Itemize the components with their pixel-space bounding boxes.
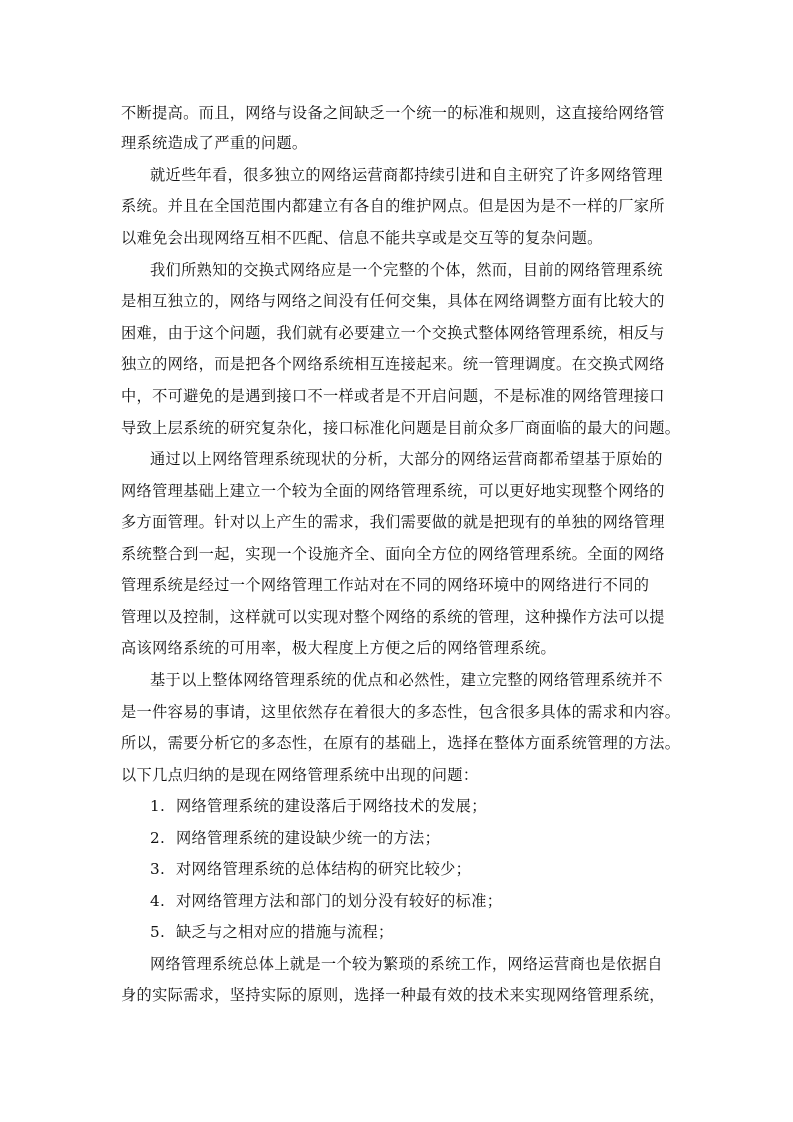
list-item — [150, 828, 440, 848]
paragraph-first-line: 网络管理系统总体上就是一个较为繁琐的系统工作，网络运营商也是依据自 — [150, 955, 663, 973]
paragraph-first-line: 基于以上整体网络管理系统的优点和必然性，建立完整的网络管理系统并不 — [150, 671, 663, 689]
paragraph-first-line: 我们所熟知的交换式网络应是一个完整的个体，然而，目前的网络管理系统 — [150, 261, 663, 279]
list-number: 1. — [150, 797, 166, 815]
text-line: 导致上层系统的研究复杂化，接口标准化问题是目前众多厂商面临的最大的问题。 — [121, 419, 681, 437]
list-number: 3. — [150, 860, 166, 878]
text-line: 系统整合到一起，实现一个设施齐全、面向全方位的网络管理系统。全面的网络 — [121, 545, 665, 563]
list-text: 对网络管理系统的总体结构的研究比较少； — [176, 860, 472, 878]
text-line: 多方面管理。针对以上产生的需求，我们需要做的就是把现有的单独的网络管理 — [121, 513, 665, 531]
text-line: 系统。并且在全国范围内都建立有各自的维护网点。但是因为是不一样的厂家所 — [121, 197, 665, 215]
text-line: 身的实际需求，坚持实际的原则，选择一种最有效的技术来实现网络管理系统， — [121, 986, 665, 1004]
paragraph-first-line: 通过以上网络管理系统现状的分析，大部分的网络运营商都希望基于原始的 — [150, 450, 663, 468]
list-number: 4. — [150, 892, 166, 910]
list-text: 网络管理系统的建设落后于网络技术的发展； — [176, 797, 487, 815]
text-line: 中，不可避免的是遇到接口不一样或者是不开启问题，不是标准的网络管理接口 — [121, 387, 665, 405]
list-text: 对网络管理方法和部门的划分没有较好的标准； — [176, 892, 503, 910]
list-text: 缺乏与之相对应的措施与流程； — [176, 923, 394, 941]
text-line: 以下几点归纳的是现在网络管理系统中出现的问题： — [121, 766, 479, 784]
text-line: 高该网络系统的可用率，极大程度上方便之后的网络管理系统。 — [121, 639, 557, 657]
list-number: 2. — [150, 829, 166, 847]
text-line: 所以，需要分析它的多态性，在原有的基础上，选择在整体方面系统管理的方法。 — [121, 734, 681, 752]
text-line: 是一件容易的事请，这里依然存在着很大的多态性，包含很多具体的需求和内容。 — [121, 703, 681, 721]
paragraph-first-line: 就近些年看，很多独立的网络运营商都持续引进和自主研究了许多网络管理 — [150, 166, 663, 184]
list-number: 5. — [150, 923, 166, 941]
text-line: 管理以及控制，这样就可以实现对整个网络的系统的管理，这种操作方法可以提 — [121, 608, 665, 626]
list-item — [150, 859, 471, 879]
list-item — [150, 922, 394, 942]
text-line: 管理系统是经过一个网络管理工作站对在不同的网络环境中的网络进行不同的 — [121, 576, 650, 594]
text-line: 以难免会出现网络互相不匹配、信息不能共享或是交互等的复杂问题。 — [121, 229, 603, 247]
text-line: 不断提高。而且，网络与设备之间缺乏一个统一的标准和规则，这直接给网络管 — [121, 104, 665, 122]
text-line: 独立的网络，而是把各个网络系统相互连接起来。统一管理调度。在交换式网络 — [121, 355, 665, 373]
text-line: 理系统造成了严重的问题。 — [121, 134, 308, 152]
text-line: 是相互独立的，网络与网络之间没有任何交集，具体在网络调整方面有比较大的 — [121, 292, 665, 310]
list-item — [150, 891, 502, 911]
text-line: 困难，由于这个问题，我们就有必要建立一个交换式整体网络管理系统，相反与 — [121, 324, 665, 342]
text-line: 网络管理基础上建立一个较为全面的网络管理系统，可以更好地实现整个网络的 — [121, 482, 665, 500]
list-text: 网络管理系统的建设缺少统一的方法； — [176, 829, 441, 847]
list-item — [150, 796, 487, 816]
